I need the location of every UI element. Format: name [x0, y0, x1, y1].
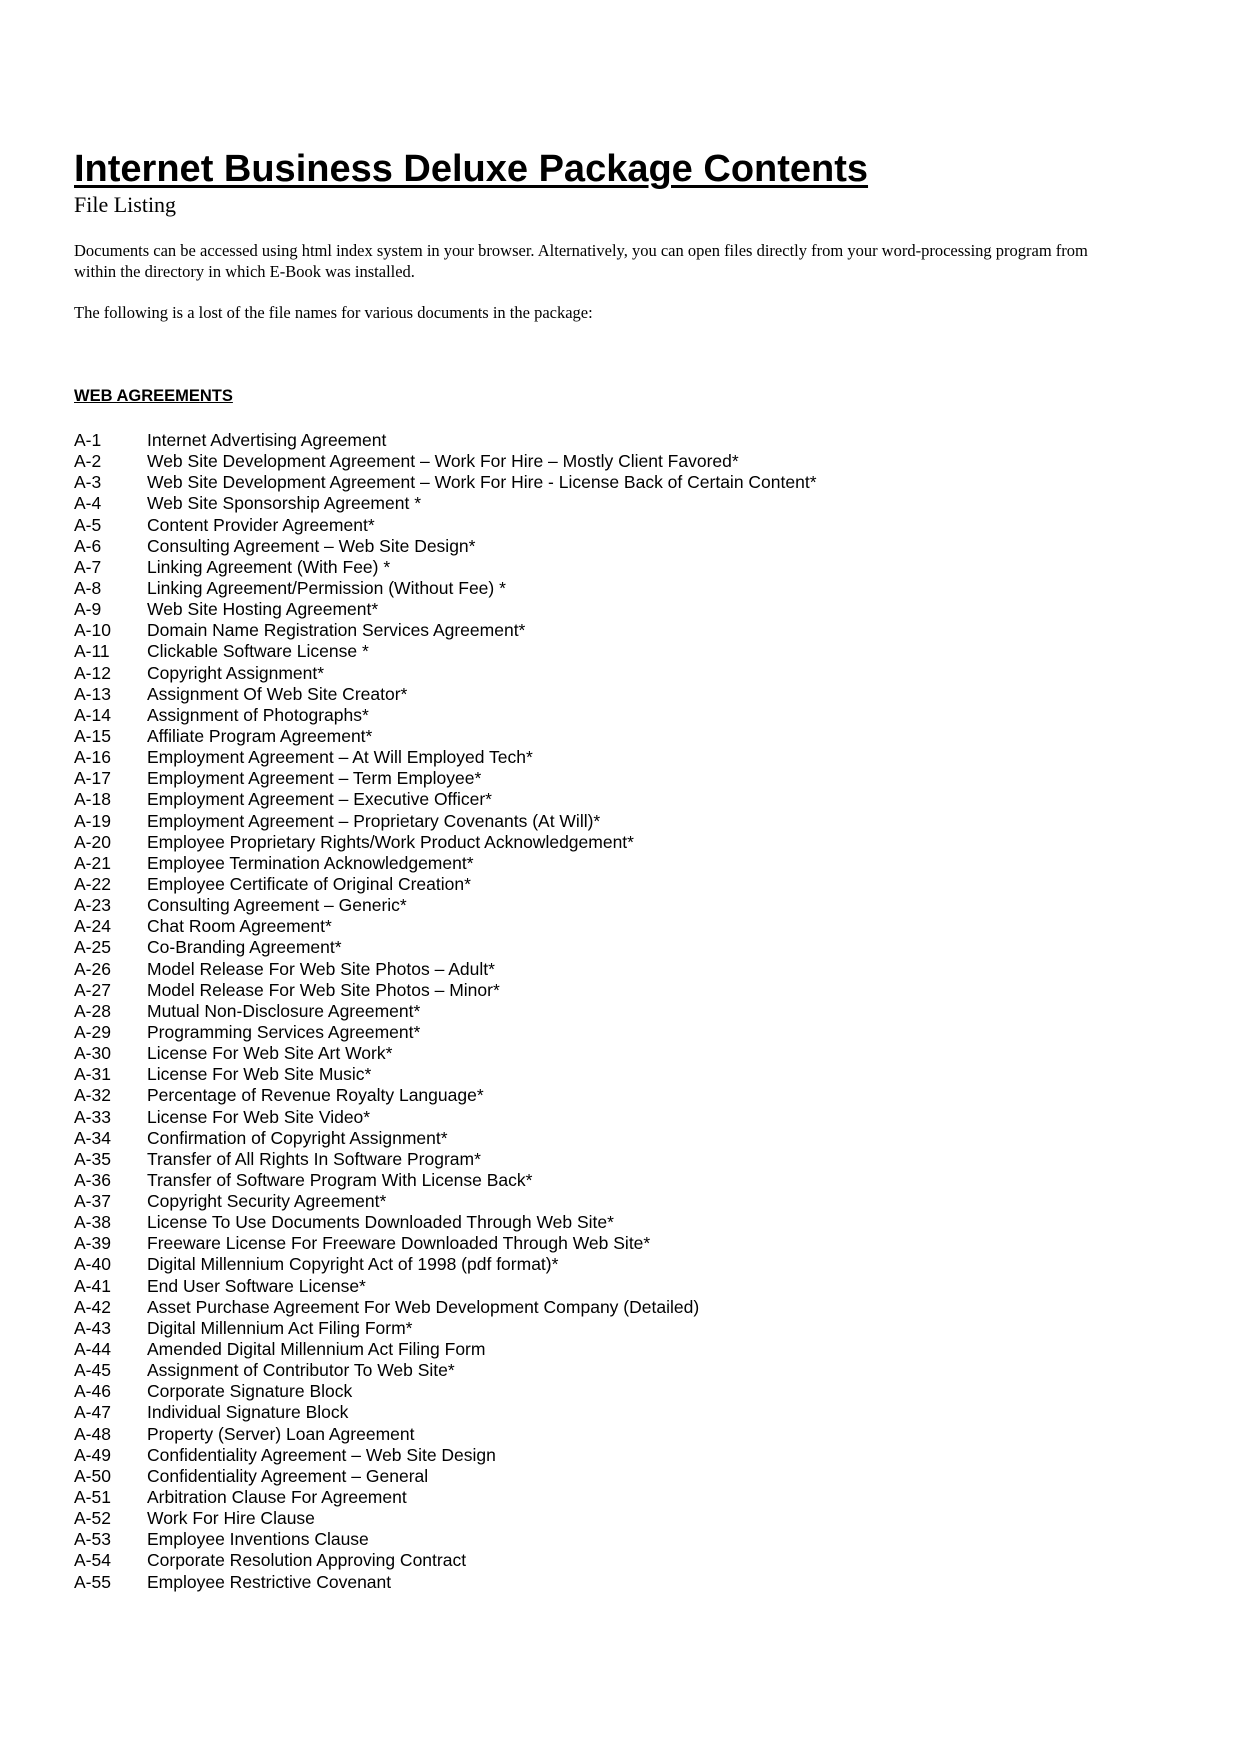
item-code: A-23 [74, 895, 111, 916]
item-code: A-27 [74, 979, 111, 1000]
item-code: A-1 [74, 430, 102, 450]
list-item [74, 515, 817, 536]
item-code: A-16 [74, 747, 111, 768]
list-item [74, 1085, 817, 1106]
item-name: Confidentiality Agreement – General [147, 1465, 429, 1486]
item-code: A-51 [74, 1487, 111, 1508]
list-item [74, 747, 817, 768]
list-item [74, 430, 817, 451]
list-item [74, 620, 817, 641]
item-name: Internet Advertising Agreement [147, 430, 387, 450]
item-code: A-8 [74, 577, 102, 598]
item-code: A-46 [74, 1381, 111, 1402]
item-code: A-13 [74, 683, 111, 704]
page-title: Internet Business Deluxe Package Contents [74, 148, 869, 190]
item-name: Digital Millennium Copyright Act of 1998 (pdf format)* [147, 1254, 559, 1275]
item-name: Copyright Security Agreement* [147, 1191, 387, 1212]
list-item [74, 1402, 817, 1423]
item-name: License For Web Site Art Work* [147, 1043, 393, 1064]
item-name: License To Use Documents Downloaded Through Web Site* [147, 1212, 614, 1233]
item-code: A-4 [74, 493, 102, 514]
list-item [74, 557, 817, 578]
list-item [74, 1360, 817, 1381]
list-item [74, 599, 817, 620]
item-code: A-25 [74, 937, 111, 958]
item-code: A-18 [74, 789, 111, 810]
list-item [74, 1297, 817, 1318]
item-code: A-47 [74, 1402, 111, 1423]
item-code: A-21 [74, 852, 111, 873]
item-name: Corporate Signature Block [147, 1381, 353, 1402]
item-code: A-37 [74, 1191, 111, 1212]
list-item [74, 853, 817, 874]
list-item [74, 578, 817, 599]
list-item [74, 1424, 817, 1445]
item-code: A-29 [74, 1021, 111, 1042]
item-name: License For Web Site Video* [147, 1106, 371, 1127]
item-code: A-2 [74, 451, 102, 472]
list-item [74, 980, 817, 1001]
list-item [74, 811, 817, 832]
item-code: A-49 [74, 1444, 111, 1465]
item-code: A-39 [74, 1233, 111, 1254]
item-name: Property (Server) Loan Agreement [147, 1423, 415, 1444]
list-item [74, 472, 817, 493]
list-item [74, 705, 817, 726]
item-code: A-5 [74, 514, 102, 535]
item-code: A-9 [74, 599, 102, 620]
item-code: A-32 [74, 1085, 111, 1106]
item-code: A-14 [74, 704, 111, 725]
list-item [74, 832, 817, 853]
item-code: A-48 [74, 1423, 111, 1444]
item-name: Employment Agreement – Proprietary Covenants (At Will)* [147, 810, 601, 831]
item-code: A-45 [74, 1360, 111, 1381]
item-code: A-42 [74, 1296, 111, 1317]
item-name: Assignment Of Web Site Creator* [147, 683, 408, 704]
item-name: Content Provider Agreement* [147, 514, 375, 535]
item-name: Amended Digital Millennium Act Filing Form [147, 1339, 486, 1360]
item-name: Consulting Agreement – Web Site Design* [147, 535, 476, 556]
list-item [74, 1128, 817, 1149]
list-item [74, 1233, 817, 1254]
list-item [74, 916, 817, 937]
list-item [74, 1254, 817, 1275]
list-item [74, 536, 817, 557]
item-name: Employee Certificate of Original Creation* [147, 873, 471, 894]
list-item [74, 1276, 817, 1297]
item-name: Consulting Agreement – Generic* [147, 895, 407, 916]
item-name: Linking Agreement (With Fee) * [147, 556, 391, 577]
item-name: Employment Agreement – At Will Employed Tech* [147, 747, 533, 768]
list-item [74, 1339, 817, 1360]
list-item [74, 1170, 817, 1191]
item-name: Co-Branding Agreement* [147, 937, 342, 958]
item-code: A-41 [74, 1275, 111, 1296]
item-code: A-28 [74, 1000, 111, 1021]
item-name: End User Software License* [147, 1275, 366, 1296]
list-intro-paragraph: The following is a lost of the file names for various documents in the package: [74, 303, 593, 322]
list-item [74, 895, 817, 916]
item-code: A-15 [74, 725, 111, 746]
item-code: A-24 [74, 916, 111, 937]
item-name: Web Site Development Agreement – Work For Hire - License Back of Certain Content* [147, 472, 817, 493]
list-item [74, 684, 817, 705]
list-item [74, 1064, 817, 1085]
item-name: Transfer of All Rights In Software Program* [147, 1148, 481, 1169]
item-name: Freeware License For Freeware Downloaded Through Web Site* [147, 1233, 651, 1254]
list-item [74, 1149, 817, 1170]
list-item [74, 1487, 817, 1508]
item-code: A-38 [74, 1212, 111, 1233]
list-item [74, 874, 817, 895]
item-name: Confidentiality Agreement – Web Site Design [147, 1444, 496, 1465]
item-name: Copyright Assignment* [147, 662, 325, 683]
item-code: A-31 [74, 1064, 111, 1085]
item-code: A-54 [74, 1550, 111, 1571]
item-name: Mutual Non-Disclosure Agreement* [147, 1000, 421, 1021]
item-name: Programming Services Agreement* [147, 1021, 421, 1042]
item-name: Chat Room Agreement* [147, 916, 332, 937]
item-name: Linking Agreement/Permission (Without Fee) * [147, 577, 506, 598]
item-name: Employment Agreement – Executive Officer* [147, 789, 492, 810]
list-item [74, 1022, 817, 1043]
item-code: A-20 [74, 831, 111, 852]
item-name: Asset Purchase Agreement For Web Development Company (Detailed) [147, 1296, 700, 1317]
list-item [74, 641, 817, 662]
item-name: Domain Name Registration Services Agreement* [147, 620, 526, 641]
item-name: Corporate Resolution Approving Contract [147, 1550, 467, 1571]
item-name: Clickable Software License * [147, 641, 369, 662]
list-item [74, 959, 817, 980]
item-name: Employee Proprietary Rights/Work Product Acknowledgement* [147, 831, 634, 852]
list-item [74, 768, 817, 789]
item-name: Model Release For Web Site Photos – Adult* [147, 958, 495, 979]
item-code: A-12 [74, 662, 111, 683]
list-item [74, 1529, 817, 1550]
item-name: Model Release For Web Site Photos – Minor* [147, 979, 500, 1000]
list-item [74, 493, 817, 514]
item-code: A-30 [74, 1043, 111, 1064]
list-item [74, 937, 817, 958]
item-name: Employment Agreement – Term Employee* [147, 768, 482, 789]
item-code: A-22 [74, 873, 111, 894]
item-code: A-19 [74, 810, 111, 831]
item-name: Digital Millennium Act Filing Form* [147, 1317, 413, 1338]
item-code: A-7 [74, 556, 102, 577]
item-code: A-17 [74, 768, 111, 789]
item-code: A-55 [74, 1571, 111, 1592]
item-name: Work For Hire Clause [147, 1508, 315, 1529]
item-name: Employee Restrictive Covenant [147, 1571, 392, 1592]
list-item [74, 1381, 817, 1402]
item-code: A-50 [74, 1465, 111, 1486]
item-code: A-43 [74, 1317, 111, 1338]
list-item [74, 1318, 817, 1339]
item-name: Assignment of Contributor To Web Site* [147, 1360, 455, 1381]
item-name: Assignment of Photographs* [147, 704, 369, 725]
list-item [74, 726, 817, 747]
intro-paragraph: Documents can be accessed using html index system in your browser. Alternatively, you can open files directly from your word-processing program from within the directory in which E-Book was installed. [74, 241, 1088, 281]
file-list [74, 430, 817, 1593]
list-item [74, 1212, 817, 1233]
section-heading: WEB AGREEMENTS [74, 387, 233, 405]
list-item [74, 1550, 817, 1571]
list-item [74, 1508, 817, 1529]
list-item [74, 1466, 817, 1487]
item-code: A-52 [74, 1508, 111, 1529]
item-name: Web Site Sponsorship Agreement * [147, 493, 422, 514]
page-subtitle: File Listing [74, 192, 177, 217]
item-code: A-3 [74, 472, 102, 493]
item-name: Employee Termination Acknowledgement* [147, 852, 474, 873]
item-code: A-6 [74, 535, 102, 556]
item-code: A-26 [74, 958, 111, 979]
item-code: A-44 [74, 1339, 111, 1360]
item-name: License For Web Site Music* [147, 1064, 372, 1085]
item-code: A-10 [74, 620, 111, 641]
item-code: A-40 [74, 1254, 111, 1275]
item-name: Web Site Development Agreement – Work For Hire – Mostly Client Favored* [147, 451, 739, 472]
list-item [74, 1001, 817, 1022]
list-item [74, 1043, 817, 1064]
list-item [74, 1107, 817, 1128]
item-name: Employee Inventions Clause [147, 1529, 369, 1550]
item-name: Arbitration Clause For Agreement [147, 1487, 407, 1508]
list-item [74, 451, 817, 472]
list-item [74, 1191, 817, 1212]
list-item [74, 789, 817, 810]
item-name: Individual Signature Block [147, 1402, 349, 1423]
item-name: Transfer of Software Program With License Back* [147, 1169, 533, 1190]
item-name: Web Site Hosting Agreement* [147, 599, 379, 620]
item-code: A-11 [74, 641, 110, 662]
list-item [74, 1445, 817, 1466]
item-name: Confirmation of Copyright Assignment* [147, 1127, 448, 1148]
item-name: Affiliate Program Agreement* [147, 725, 373, 746]
item-code: A-34 [74, 1127, 111, 1148]
item-code: A-53 [74, 1529, 111, 1550]
list-item [74, 1572, 817, 1593]
item-code: A-33 [74, 1106, 111, 1127]
item-code: A-35 [74, 1148, 111, 1169]
item-name: Percentage of Revenue Royalty Language* [147, 1085, 484, 1106]
item-code: A-36 [74, 1169, 111, 1190]
list-item [74, 663, 817, 684]
